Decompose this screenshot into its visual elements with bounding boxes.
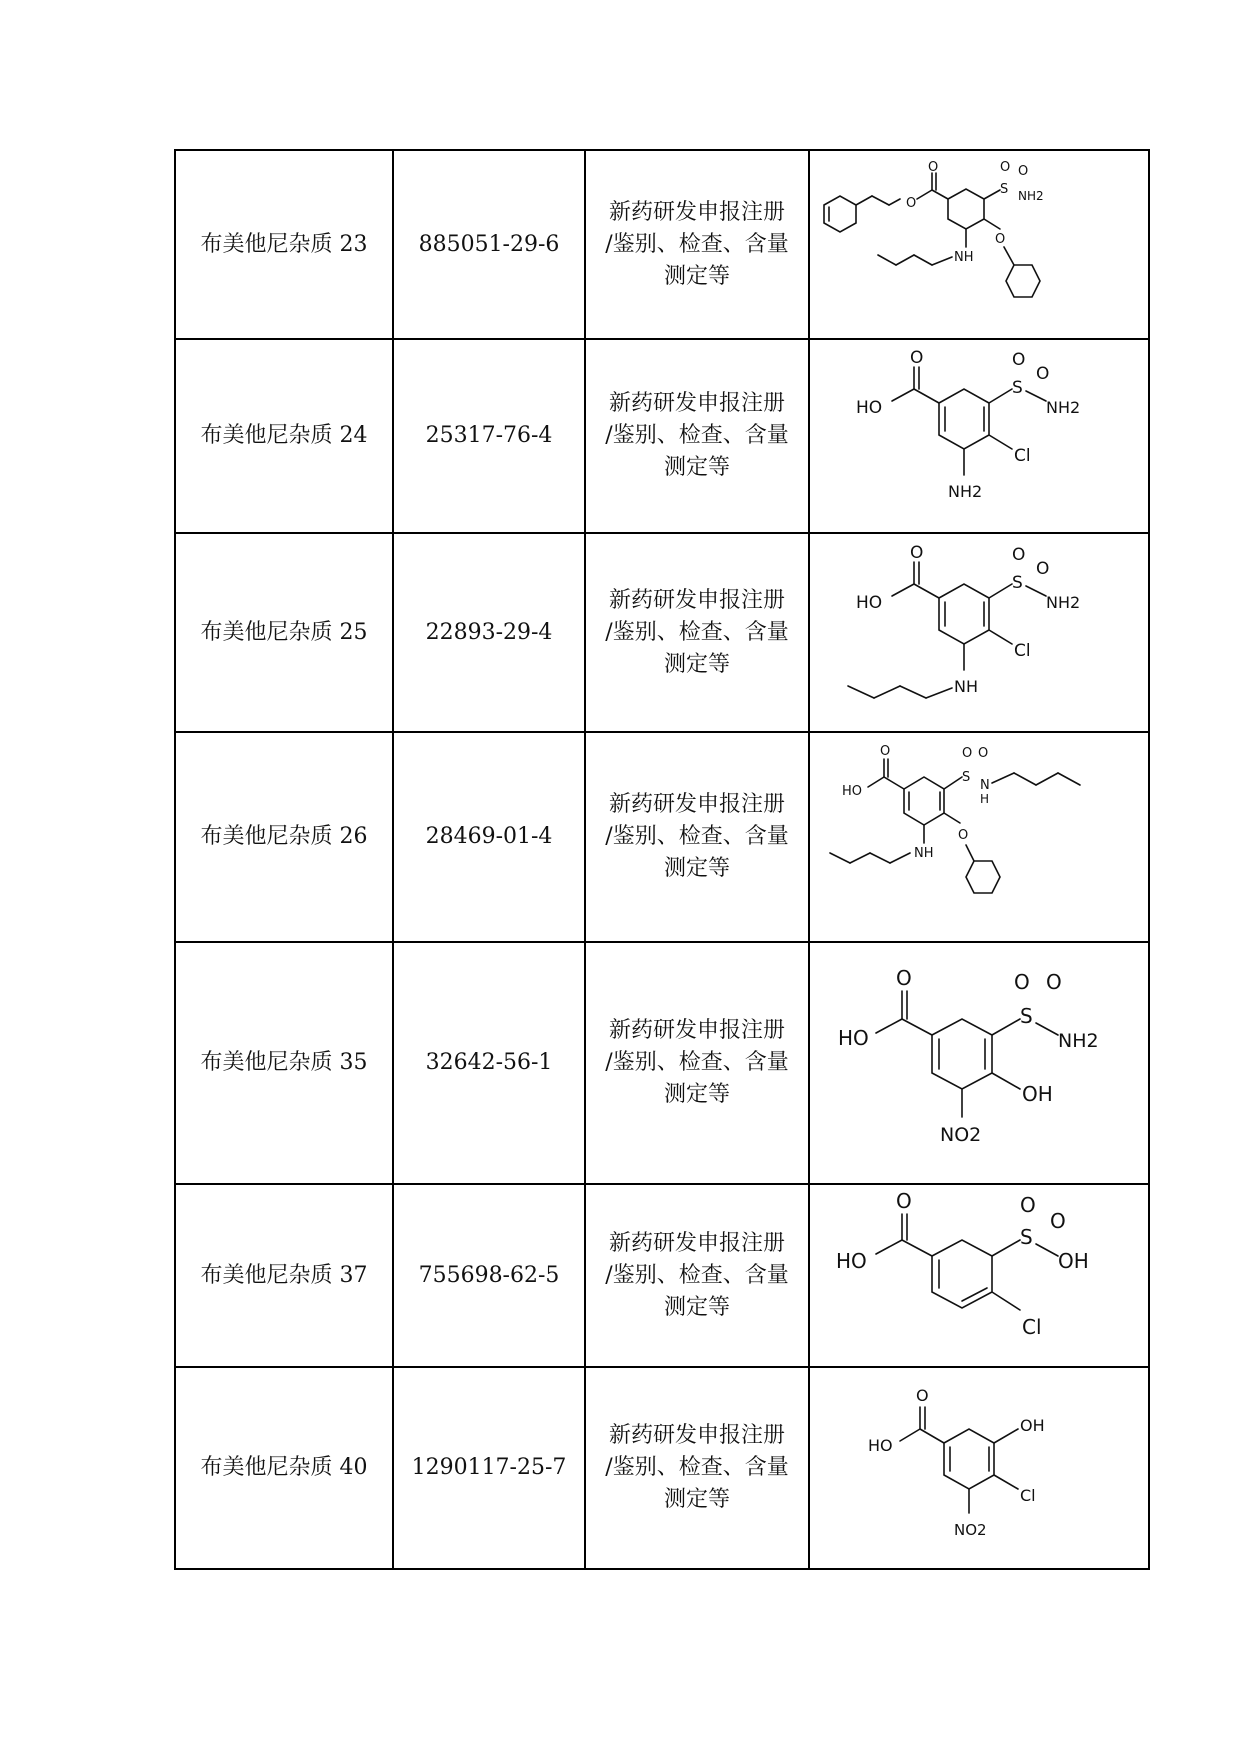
table-row xyxy=(175,339,1149,533)
impurity-name: 布美他尼杂质 26 xyxy=(175,732,393,942)
svg-text:HO: HO xyxy=(856,398,883,418)
svg-text:O: O xyxy=(910,542,924,563)
usage-text: 新药研发申报注册 /鉴别、检查、含量 测定等 xyxy=(585,732,809,942)
impurity-name: 布美他尼杂质 35 xyxy=(175,942,393,1184)
impurity-40-structure xyxy=(814,1371,1144,1565)
svg-text:O: O xyxy=(1050,1208,1066,1233)
usage-text: 新药研发申报注册 /鉴别、检查、含量 测定等 xyxy=(585,1184,809,1367)
svg-text:H: H xyxy=(980,792,990,806)
impurity-37-structure xyxy=(814,1188,1144,1364)
cas-number: 32642-56-1 xyxy=(393,942,585,1184)
impurity-name: 布美他尼杂质 25 xyxy=(175,533,393,732)
svg-text:S: S xyxy=(1020,1224,1033,1249)
svg-text:HO: HO xyxy=(856,592,883,613)
table-row xyxy=(175,732,1149,942)
svg-text:O: O xyxy=(910,348,924,368)
svg-text:HO: HO xyxy=(836,1248,867,1273)
impurity-name: 布美他尼杂质 23 xyxy=(175,150,393,339)
usage-text: 新药研发申报注册 /鉴别、检查、含量 测定等 xyxy=(585,533,809,732)
svg-text:S: S xyxy=(962,770,971,785)
impurity-26-structure xyxy=(814,737,1144,937)
svg-text:S: S xyxy=(1012,378,1023,398)
svg-text:NH2: NH2 xyxy=(1046,592,1081,612)
table-row xyxy=(175,1184,1149,1367)
impurity-23-structure xyxy=(814,155,1144,335)
table-row xyxy=(175,1367,1149,1569)
impurity-25-structure xyxy=(814,538,1144,728)
svg-text:S: S xyxy=(1000,181,1009,197)
svg-text:O: O xyxy=(896,1188,912,1213)
cas-number: 22893-29-4 xyxy=(393,533,585,732)
svg-text:NH2: NH2 xyxy=(1018,188,1044,203)
svg-text:O: O xyxy=(896,966,912,990)
svg-text:HO: HO xyxy=(868,1436,893,1455)
svg-text:O: O xyxy=(906,195,917,211)
cas-number: 1290117-25-7 xyxy=(393,1367,585,1569)
svg-text:NO2: NO2 xyxy=(954,1521,987,1539)
svg-text:OH: OH xyxy=(1022,1082,1053,1106)
svg-text:O: O xyxy=(1012,544,1026,565)
usage-text: 新药研发申报注册 /鉴别、检查、含量 测定等 xyxy=(585,942,809,1184)
impurity-24-structure xyxy=(814,343,1144,529)
svg-text:NH: NH xyxy=(914,846,934,861)
svg-text:NO2: NO2 xyxy=(940,1124,982,1146)
svg-text:O: O xyxy=(995,231,1006,247)
cas-number: 885051-29-6 xyxy=(393,150,585,339)
svg-text:HO: HO xyxy=(842,784,863,799)
table-row xyxy=(175,942,1149,1184)
svg-text:NH2: NH2 xyxy=(1046,398,1081,417)
svg-text:OH: OH xyxy=(1058,1248,1089,1273)
impurity-table xyxy=(174,149,1150,1570)
impurity-name: 布美他尼杂质 40 xyxy=(175,1367,393,1569)
usage-text: 新药研发申报注册 /鉴别、检查、含量 测定等 xyxy=(585,1367,809,1569)
svg-text:Cl: Cl xyxy=(1022,1314,1042,1339)
svg-text:O: O xyxy=(916,1386,929,1405)
svg-text:Cl: Cl xyxy=(1014,446,1031,466)
svg-text:NH2: NH2 xyxy=(1058,1030,1099,1052)
table-row xyxy=(175,150,1149,339)
usage-text: 新药研发申报注册 /鉴别、检查、含量 测定等 xyxy=(585,339,809,533)
cas-number: 25317-76-4 xyxy=(393,339,585,533)
svg-text:O: O xyxy=(958,828,969,843)
cas-number: 28469-01-4 xyxy=(393,732,585,942)
svg-text:S: S xyxy=(1012,572,1023,593)
svg-text:HO: HO xyxy=(838,1026,869,1050)
usage-text: 新药研发申报注册 /鉴别、检查、含量 测定等 xyxy=(585,150,809,339)
svg-text:NH: NH xyxy=(954,676,978,696)
svg-text:N: N xyxy=(980,778,990,793)
svg-text:Cl: Cl xyxy=(1020,1486,1036,1505)
svg-text:O: O xyxy=(1036,558,1050,579)
svg-text:NH2: NH2 xyxy=(948,482,983,501)
svg-text:O: O xyxy=(1020,1192,1036,1217)
svg-text:O: O xyxy=(1012,350,1026,370)
svg-text:O: O xyxy=(1000,159,1011,175)
svg-text:O: O xyxy=(928,159,939,175)
svg-text:O: O xyxy=(962,746,973,761)
svg-text:O: O xyxy=(1046,970,1062,994)
svg-text:OH: OH xyxy=(1020,1416,1045,1435)
cas-number: 755698-62-5 xyxy=(393,1184,585,1367)
svg-text:O: O xyxy=(978,746,989,761)
table-row xyxy=(175,533,1149,732)
svg-text:Cl: Cl xyxy=(1014,640,1031,661)
svg-text:O: O xyxy=(880,744,891,759)
svg-text:O: O xyxy=(1018,163,1029,179)
svg-text:O: O xyxy=(1014,970,1030,994)
impurity-name: 布美他尼杂质 37 xyxy=(175,1184,393,1367)
impurity-name: 布美他尼杂质 24 xyxy=(175,339,393,533)
impurity-35-structure xyxy=(814,947,1144,1179)
svg-text:S: S xyxy=(1020,1004,1033,1028)
svg-text:NH: NH xyxy=(954,249,974,265)
svg-text:O: O xyxy=(1036,364,1050,384)
